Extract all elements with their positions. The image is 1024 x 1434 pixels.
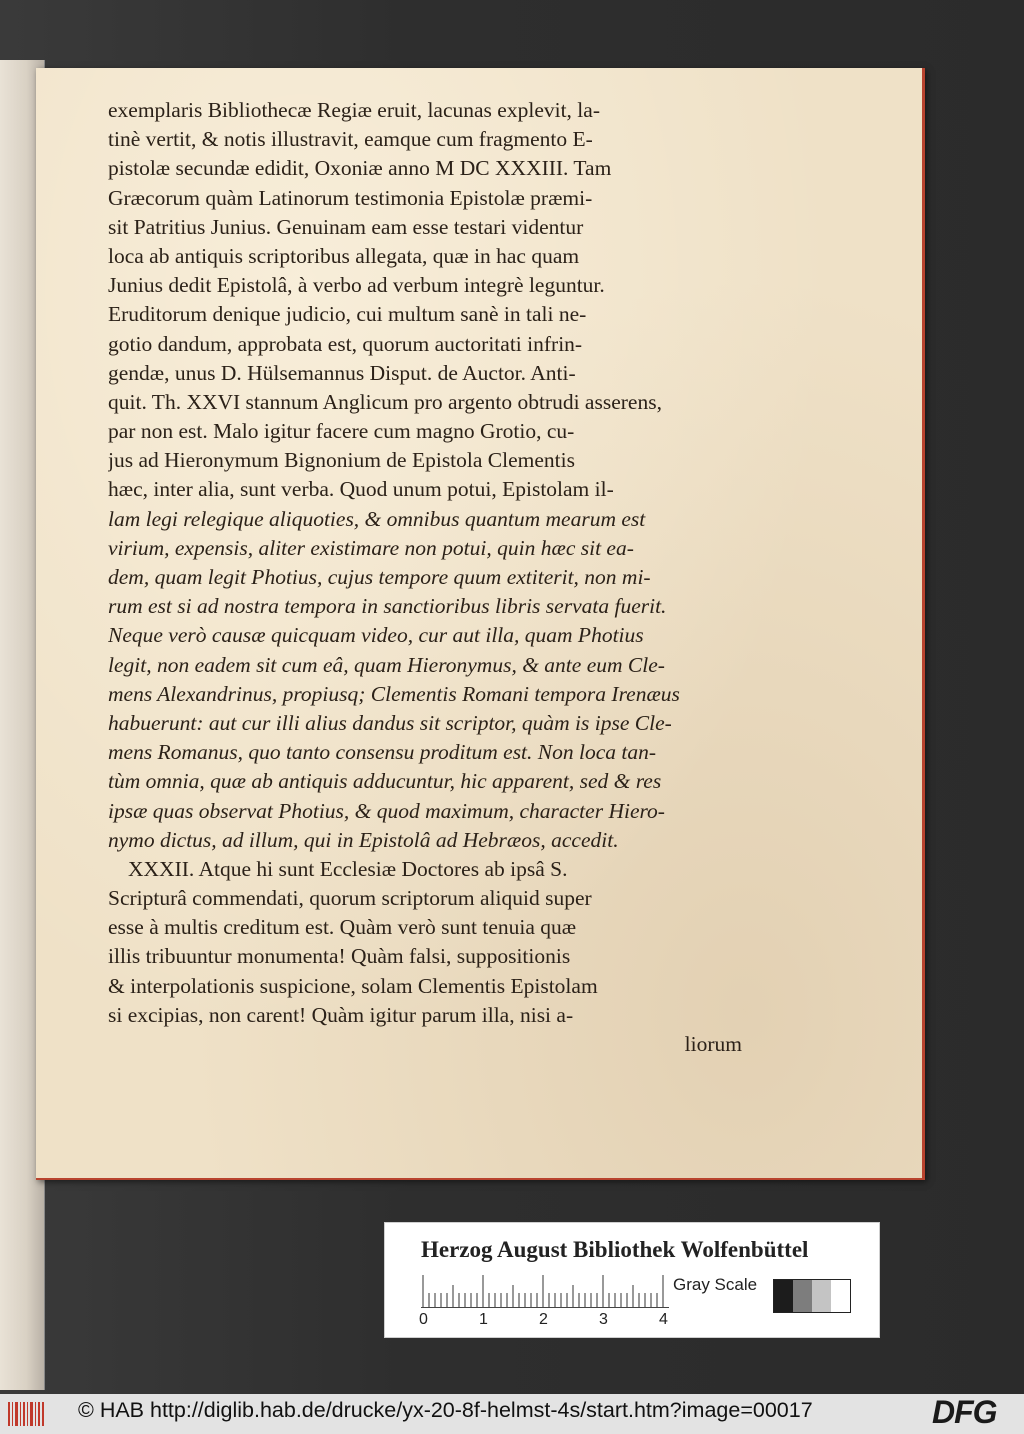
text-line: hæc, inter alia, sunt verba. Quod unum potui, Epistolam il- bbox=[108, 477, 614, 502]
text-line: legit, non eadem sit cum eâ, quam Hieronymus, & ante eum Cle- bbox=[108, 652, 665, 677]
text-line: virium, expensis, aliter existimare non potui, quin hæc sit ea- bbox=[108, 535, 634, 560]
page-text bbox=[108, 96, 742, 1059]
catchword: liorum bbox=[684, 1032, 742, 1056]
text-line: Eruditorum denique judicio, cui multum sanè in tali ne- bbox=[108, 302, 587, 327]
text-line: gendæ, unus D. Hülsemannus Disput. de Auctor. Anti- bbox=[108, 360, 576, 385]
footer-url-text[interactable]: © HAB http://diglib.hab.de/drucke/yx-20-8f-helmst-4s/start.htm?image=00017 bbox=[78, 1398, 813, 1422]
text-line: XXXII. Atque hi sunt Ecclesiæ Doctores ab ipsâ S. bbox=[128, 856, 568, 881]
text-line: jus ad Hieronymum Bignonium de Epistola Clementis bbox=[108, 448, 575, 473]
measurement-ruler bbox=[421, 1275, 669, 1308]
text-line: Junius dedit Epistolâ, à verbo ad verbum integrè leguntur. bbox=[108, 273, 605, 298]
ruler-number: 0 bbox=[419, 1311, 428, 1328]
barcode-icon bbox=[8, 1400, 46, 1428]
text-line: rum est si ad nostra tempora in sanctioribus libris servata fuerit. bbox=[108, 594, 667, 619]
text-line: ipsæ quas observat Photius, & quod maximum, character Hiero- bbox=[108, 798, 665, 823]
footer-bar bbox=[0, 1394, 1024, 1434]
text-line: pistolæ secundæ edidit, Oxoniæ anno M DC XXXIII. Tam bbox=[108, 156, 612, 181]
text-line: quit. Th. XXVI stannum Anglicum pro argento obtrudi asserens, bbox=[108, 389, 662, 414]
gray-swatch bbox=[812, 1280, 831, 1312]
text-line: Neque verò causæ quicquam video, cur aut illa, quam Photius bbox=[108, 623, 644, 648]
text-line: sit Patritius Junius. Genuinam eam esse testari videntur bbox=[108, 214, 584, 239]
text-line: par non est. Malo igitur facere cum magno Grotio, cu- bbox=[108, 419, 575, 444]
text-line: nymo dictus, ad illum, qui in Epistolâ ad Hebræos, accedit. bbox=[108, 827, 619, 852]
text-line: dem, quam legit Photius, cujus tempore quum extiterit, non mi- bbox=[108, 565, 651, 589]
text-line: tùm omnia, quæ ab antiquis adducuntur, hic apparent, sed & res bbox=[108, 769, 662, 794]
text-line: Scripturâ commendati, quorum scriptorum aliquid super bbox=[108, 886, 592, 911]
ruler-number: 1 bbox=[479, 1311, 488, 1328]
ruler-ticks bbox=[421, 1275, 669, 1307]
dfg-logo: DFG bbox=[932, 1394, 997, 1430]
text-line: Græcorum quàm Latinorum testimonia Epistolæ præmi- bbox=[108, 185, 593, 210]
gray-swatch bbox=[831, 1280, 850, 1312]
text-line: mens Romanus, quo tanto consensu proditum est. Non loca tan- bbox=[108, 740, 657, 765]
text-line: habuerunt: aut cur illi alius dandus sit scriptor, quàm is ipse Cle- bbox=[108, 710, 672, 735]
text-line: si excipias, non carent! Quàm igitur parum illa, nisi a- bbox=[108, 1002, 574, 1027]
ruler-number: 3 bbox=[599, 1311, 608, 1328]
text-line: tinè vertit, & notis illustravit, eamque cum fragmento E- bbox=[108, 127, 593, 152]
text-line: loca ab antiquis scriptoribus allegata, quæ in hac quam bbox=[108, 243, 580, 268]
color-reference-card bbox=[384, 1222, 880, 1338]
text-line: & interpolationis suspicione, solam Clementis Epistolam bbox=[108, 973, 598, 998]
gray-scale-swatches bbox=[773, 1279, 851, 1313]
ruler-number: 2 bbox=[539, 1311, 548, 1328]
text-line: mens Alexandrinus, propiusq; Clementis Romani tempora Irenæus bbox=[108, 681, 680, 706]
text-line: lam legi relegique aliquoties, & omnibus quantum mearum est bbox=[108, 506, 646, 531]
text-line: exemplaris Bibliothecæ Regiæ eruit, lacunas explevit, la- bbox=[108, 98, 600, 122]
gray-swatch bbox=[793, 1280, 812, 1312]
text-line: illis tribuuntur monumenta! Quàm falsi, suppositionis bbox=[108, 944, 571, 969]
text-line: esse à multis creditum est. Quàm verò sunt tenuia quæ bbox=[108, 915, 577, 940]
ruler-number: 4 bbox=[659, 1311, 668, 1328]
gray-swatch bbox=[774, 1280, 793, 1312]
text-line: gotio dandum, approbata est, quorum auctoritati infrin- bbox=[108, 331, 583, 356]
library-name: Herzog August Bibliothek Wolfenbüttel bbox=[421, 1237, 809, 1262]
gray-scale-label: Gray Scale bbox=[673, 1275, 758, 1294]
